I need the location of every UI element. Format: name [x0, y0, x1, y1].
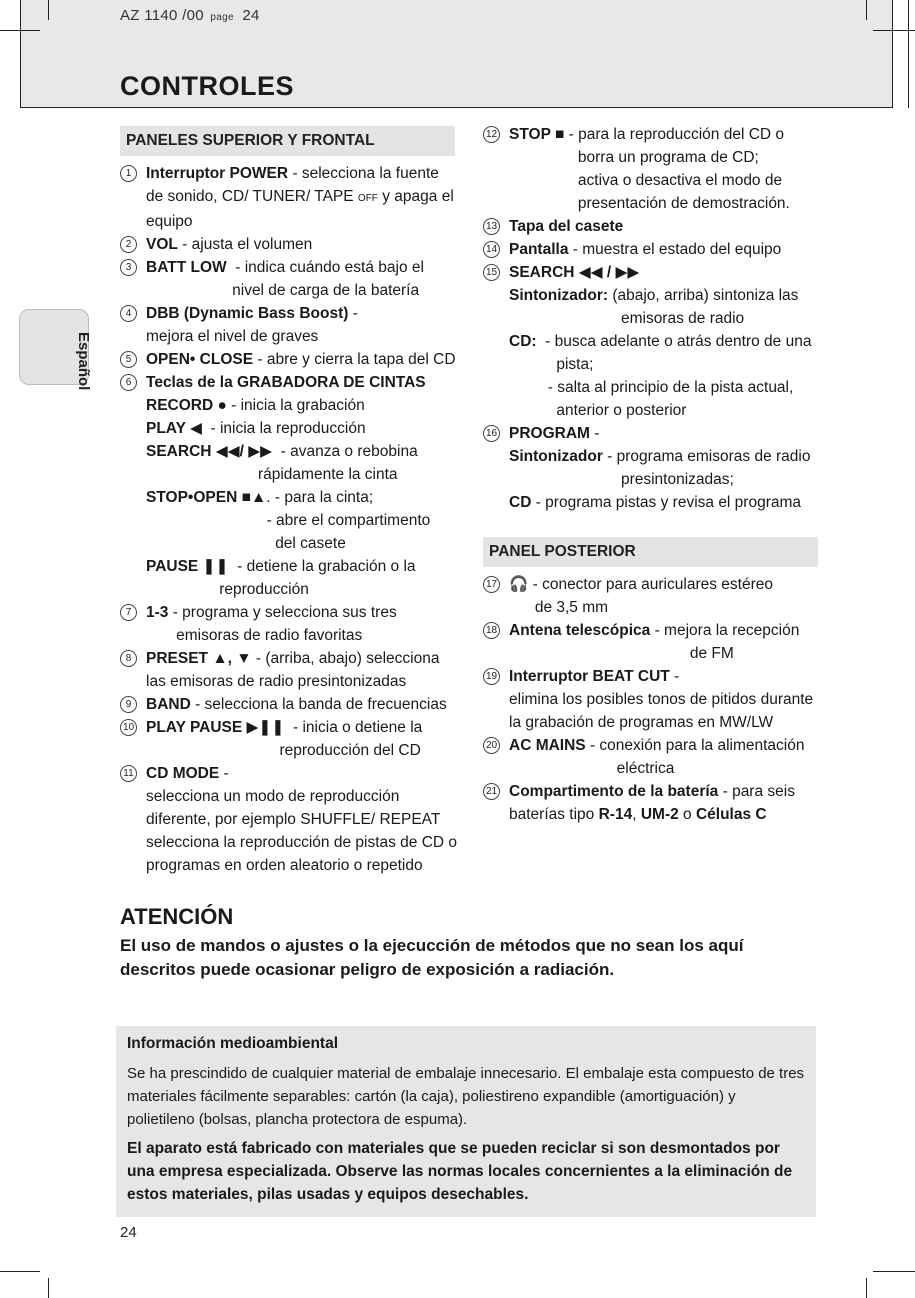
- item-label: BATT LOW: [146, 259, 227, 276]
- item-text-line: [509, 596, 818, 619]
- item-label: Pantalla: [509, 241, 569, 258]
- environment-recycling-paragraph: El aparato está fabricado con materiales que se pueden reciclar si son desmontados por una empresa especializada. Observe las normas locales concernientes a la eliminación de estos materiales, pilas usadas y equipos desechables.: [127, 1140, 793, 1203]
- item-number-badge: 3: [120, 259, 137, 276]
- item-description: ,: [632, 806, 641, 823]
- item-text-line: [509, 330, 818, 353]
- item-text-line: [146, 394, 455, 417]
- item-number-badge: 7: [120, 604, 137, 621]
- item-description: - muestra el estado del equipo: [568, 241, 782, 258]
- item-text-line: [146, 854, 455, 877]
- left-item-list: [120, 162, 458, 877]
- item-label: Compartimento de la batería: [509, 783, 719, 800]
- item-description: - para seis: [718, 783, 795, 800]
- item-description: baterías tipo: [509, 806, 599, 823]
- control-item: [120, 233, 455, 256]
- environment-paragraph: Se ha prescindido de cualquier material de embalaje innecesario. El embalaje esta compuesto de tres materiales fácilmente separables: cartón (la caja), poliestireno expandible (amortiguación) y polietileno (bolsas, plancha protectora de espuma).: [127, 1065, 805, 1128]
- crop-mark: [873, 1271, 915, 1272]
- item-text-line: [509, 711, 818, 734]
- control-item: [483, 123, 818, 215]
- control-item: [483, 215, 818, 238]
- item-description: -: [219, 765, 229, 782]
- item-number-badge: 1: [120, 165, 137, 182]
- item-text-line: [509, 803, 818, 826]
- item-description: - salta al principio de la pista actual,: [509, 379, 794, 396]
- item-text-line: [509, 468, 818, 491]
- control-item: [120, 302, 455, 348]
- item-description: -: [669, 668, 680, 685]
- item-description: - programa emisoras de radio: [602, 448, 811, 465]
- item-text-line: [146, 509, 455, 532]
- item-text-line: [146, 233, 455, 256]
- item-label: Interruptor POWER: [146, 165, 289, 182]
- item-description: activa o desactiva el modo de: [509, 172, 783, 189]
- item-text-line: [146, 808, 455, 831]
- item-text-line: [146, 325, 455, 348]
- control-item: [120, 256, 455, 302]
- item-description: de FM: [509, 645, 734, 662]
- item-label: RECORD ●: [146, 397, 227, 414]
- control-item: [120, 371, 455, 601]
- item-description: la grabación de programas en MW/LW: [509, 714, 774, 731]
- item-description: - mejora la recepción: [650, 622, 800, 639]
- control-item: [120, 716, 455, 762]
- item-text-line: [509, 353, 818, 376]
- item-description: rápidamente la cinta: [146, 466, 398, 483]
- item-text-line: [509, 169, 818, 192]
- item-description: - programa pistas y revisa el programa: [531, 494, 802, 511]
- item-number-badge: 10: [120, 719, 137, 736]
- item-number-badge: 18: [483, 622, 500, 639]
- item-number-badge: 9: [120, 696, 137, 713]
- item-description: - avanza o rebobina: [272, 443, 418, 460]
- item-description: eléctrica: [509, 760, 675, 777]
- item-description: - para la reproducción del CD o: [564, 126, 785, 143]
- item-label: OPEN• CLOSE: [146, 351, 254, 368]
- item-text-line: [146, 647, 455, 670]
- item-label: BAND: [146, 696, 191, 713]
- item-description: - selecciona la fuente: [288, 165, 439, 182]
- item-label: PLAY ◀: [146, 420, 202, 437]
- item-description: - inicia la grabación: [226, 397, 365, 414]
- item-description: - inicia o detiene la: [284, 719, 423, 736]
- item-description: presentación de demostración.: [509, 195, 790, 212]
- crop-mark: [908, 0, 909, 108]
- item-number-badge: 14: [483, 241, 500, 258]
- warning-title: ATENCIÓN: [120, 904, 234, 929]
- item-description: nivel de carga de la batería: [146, 282, 420, 299]
- control-item: [120, 762, 458, 877]
- item-text-line: [509, 642, 818, 665]
- page-number: 24: [120, 1224, 137, 1241]
- item-description: selecciona la reproducción de pistas de CD o: [146, 834, 458, 851]
- item-label: Sintonizador:: [509, 287, 609, 304]
- item-text-line: [509, 734, 818, 757]
- item-text-line: [146, 831, 458, 854]
- item-description: - busca adelante o atrás dentro de una: [536, 333, 812, 350]
- item-label: Teclas de la GRABADORA DE CINTAS: [146, 374, 426, 391]
- item-text-line: [146, 624, 455, 647]
- document-reference: [120, 7, 260, 24]
- item-text-line: [146, 532, 455, 555]
- doc-page-label: page: [210, 12, 234, 23]
- item-label: PROGRAM: [509, 425, 590, 442]
- item-description: - abre y cierra la tapa del CD: [253, 351, 456, 368]
- doc-model: AZ 1140 /00: [120, 7, 204, 24]
- control-item: [483, 619, 818, 665]
- item-text-line: [509, 780, 818, 803]
- item-text-line: [146, 785, 455, 808]
- control-item: [483, 780, 818, 826]
- item-description: - conexión para la alimentación: [585, 737, 805, 754]
- item-description: - detiene la grabación o la: [228, 558, 416, 575]
- item-text-line: [509, 399, 818, 422]
- environment-box: [116, 1026, 816, 1217]
- item-text-line: [146, 162, 455, 185]
- item-label: Tapa del casete: [509, 218, 624, 235]
- control-item: [483, 734, 818, 780]
- item-description: - ajusta el volumen: [177, 236, 313, 253]
- item-description: programas en orden aleatorio o repetido: [146, 857, 423, 874]
- item-label: DBB (Dynamic Bass Boost): [146, 305, 349, 322]
- section-heading-rear: PANEL POSTERIOR: [483, 537, 818, 567]
- item-text-line: [509, 192, 818, 215]
- item-label: Células C: [695, 806, 767, 823]
- item-description: - (arriba, abajo) selecciona: [251, 650, 440, 667]
- item-description: del casete: [146, 535, 346, 552]
- left-column: [120, 126, 458, 877]
- item-number-badge: 19: [483, 668, 500, 685]
- item-description: y apaga el: [377, 188, 454, 205]
- item-text-line: [509, 445, 818, 468]
- item-text-line: [146, 670, 455, 693]
- item-number-badge: 6: [120, 374, 137, 391]
- item-label: AC MAINS: [509, 737, 586, 754]
- item-label: Sintonizador: [509, 448, 603, 465]
- item-text-line: [146, 256, 455, 279]
- item-text-line: [509, 307, 818, 330]
- item-label: SEARCH ◀◀ / ▶▶: [509, 264, 640, 281]
- item-label: CD:: [509, 333, 537, 350]
- item-text-line: [509, 215, 818, 238]
- item-label: PAUSE ❚❚: [146, 558, 229, 575]
- language-tab: [19, 309, 92, 391]
- item-number-badge: 4: [120, 305, 137, 322]
- item-text-line: [509, 619, 818, 642]
- item-text-line: [146, 440, 455, 463]
- item-description: mejora el nivel de graves: [146, 328, 319, 345]
- item-text-line: [509, 491, 818, 514]
- item-number-badge: 2: [120, 236, 137, 253]
- item-description: - indica cuándo está bajo el: [226, 259, 424, 276]
- item-description: de 3,5 mm: [509, 599, 609, 616]
- item-number-badge: 17: [483, 576, 500, 593]
- crop-mark: [0, 30, 40, 31]
- item-description: reproducción: [146, 581, 309, 598]
- item-description: -: [348, 305, 358, 322]
- item-description: . - para la cinta;: [266, 489, 374, 506]
- item-description: anterior o posterior: [509, 402, 687, 419]
- item-label: 1-3: [146, 604, 169, 621]
- item-text-line: [146, 739, 455, 762]
- item-text-line: [146, 601, 455, 624]
- item-text-line: [509, 422, 818, 445]
- item-label: UM-2: [640, 806, 679, 823]
- item-text-line: [146, 693, 455, 716]
- item-number-badge: 11: [120, 765, 137, 782]
- item-text-line: [509, 688, 818, 711]
- item-text-line: [146, 417, 455, 440]
- item-text-line: [146, 578, 455, 601]
- item-description: selecciona un modo de reproducción: [146, 788, 400, 805]
- item-label: SEARCH ◀◀/ ▶▶: [146, 443, 273, 460]
- language-tab-label: Español: [75, 332, 92, 391]
- item-description: de sonido, CD/ TUNER/ TAPE: [146, 188, 358, 205]
- item-text-line: [146, 486, 455, 509]
- item-description: borra un programa de CD;: [509, 149, 759, 166]
- crop-mark: [866, 1278, 867, 1298]
- item-label: STOP•OPEN ■▲: [146, 489, 267, 506]
- control-item: [483, 261, 818, 422]
- item-description: pista;: [509, 356, 594, 373]
- item-text-line: [146, 279, 455, 302]
- item-text-line: [509, 146, 818, 169]
- item-label: R-14: [598, 806, 633, 823]
- item-text-line: [146, 716, 455, 739]
- item-number-badge: 15: [483, 264, 500, 281]
- item-text-line: [509, 665, 818, 688]
- item-description: 🎧 - conector para auriculares estéreo: [509, 576, 773, 593]
- item-label: STOP ■: [509, 126, 565, 143]
- item-text-line: [146, 210, 455, 233]
- control-item: [120, 601, 455, 647]
- item-description: - programa y selecciona sus tres: [168, 604, 397, 621]
- rear-item-list: [483, 573, 818, 826]
- warning-text: El uso de mandos o ajustes o la ejecucción de métodos que no sean los aquí descritos puede ocasionar peligro de exposición a radiación.: [120, 936, 744, 979]
- item-label: Interruptor BEAT CUT: [509, 668, 670, 685]
- control-item: [120, 647, 455, 693]
- item-label: CD: [509, 494, 532, 511]
- item-label: PLAY PAUSE ▶❚❚: [146, 719, 285, 736]
- item-description: emisoras de radio favoritas: [146, 627, 363, 644]
- crop-mark: [866, 0, 867, 20]
- item-label: PRESET ▲, ▼: [146, 650, 252, 667]
- item-text-line: [509, 261, 818, 284]
- item-label: Antena telescópica: [509, 622, 651, 639]
- crop-mark: [48, 0, 49, 20]
- item-label: VOL: [146, 236, 178, 253]
- item-description: emisoras de radio: [509, 310, 745, 327]
- item-text-line: [509, 238, 818, 261]
- control-item: [120, 162, 455, 233]
- item-description: equipo: [146, 213, 193, 230]
- item-text-line: [509, 376, 818, 399]
- control-item: [483, 238, 818, 261]
- item-text-line: [509, 573, 818, 596]
- item-description: - selecciona la banda de frecuencias: [190, 696, 447, 713]
- item-text-line: [509, 284, 818, 307]
- control-item: [120, 348, 455, 371]
- item-description: presintonizadas;: [509, 471, 734, 488]
- item-label: CD MODE: [146, 765, 220, 782]
- item-description: o: [678, 806, 696, 823]
- item-text-line: [146, 348, 455, 371]
- item-text-line: [146, 371, 455, 394]
- item-text-line: [146, 185, 455, 210]
- item-number-badge: 12: [483, 126, 500, 143]
- item-description: elimina los posibles tonos de pitidos durante: [509, 691, 814, 708]
- item-description: reproducción del CD: [146, 742, 421, 759]
- page-title: CONTROLES: [120, 71, 295, 101]
- crop-mark: [0, 1271, 40, 1272]
- item-description: diferente, por ejemplo SHUFFLE/ REPEAT: [146, 811, 441, 828]
- item-number-badge: 16: [483, 425, 500, 442]
- item-number-badge: 8: [120, 650, 137, 667]
- item-text-line: [146, 463, 455, 486]
- right-item-list: [483, 123, 818, 514]
- item-number-badge: 21: [483, 783, 500, 800]
- item-text-line: [509, 123, 818, 146]
- doc-page-ref: 24: [242, 7, 260, 24]
- item-number-badge: 20: [483, 737, 500, 754]
- right-column: [483, 123, 818, 826]
- control-item: [483, 422, 818, 514]
- environment-heading: Información medioambiental: [127, 1035, 339, 1052]
- item-text-line: [509, 757, 818, 780]
- item-number-badge: 13: [483, 218, 500, 235]
- item-text-line: [146, 762, 455, 785]
- control-item: [483, 573, 818, 619]
- item-description: - abre el compartimento: [146, 512, 431, 529]
- item-text-line: [146, 302, 455, 325]
- item-number-badge: 5: [120, 351, 137, 368]
- item-description: (abajo, arriba) sintoniza las: [608, 287, 799, 304]
- section-heading-top-front: PANELES SUPERIOR Y FRONTAL: [120, 126, 455, 156]
- control-item: [483, 665, 818, 734]
- item-description: las emisoras de radio presintonizadas: [146, 673, 407, 690]
- item-small-text: OFF: [357, 193, 378, 204]
- control-item: [120, 693, 455, 716]
- crop-mark: [48, 1278, 49, 1298]
- item-description: -: [589, 425, 600, 442]
- item-text-line: [146, 555, 455, 578]
- item-description: - inicia la reproducción: [201, 420, 366, 437]
